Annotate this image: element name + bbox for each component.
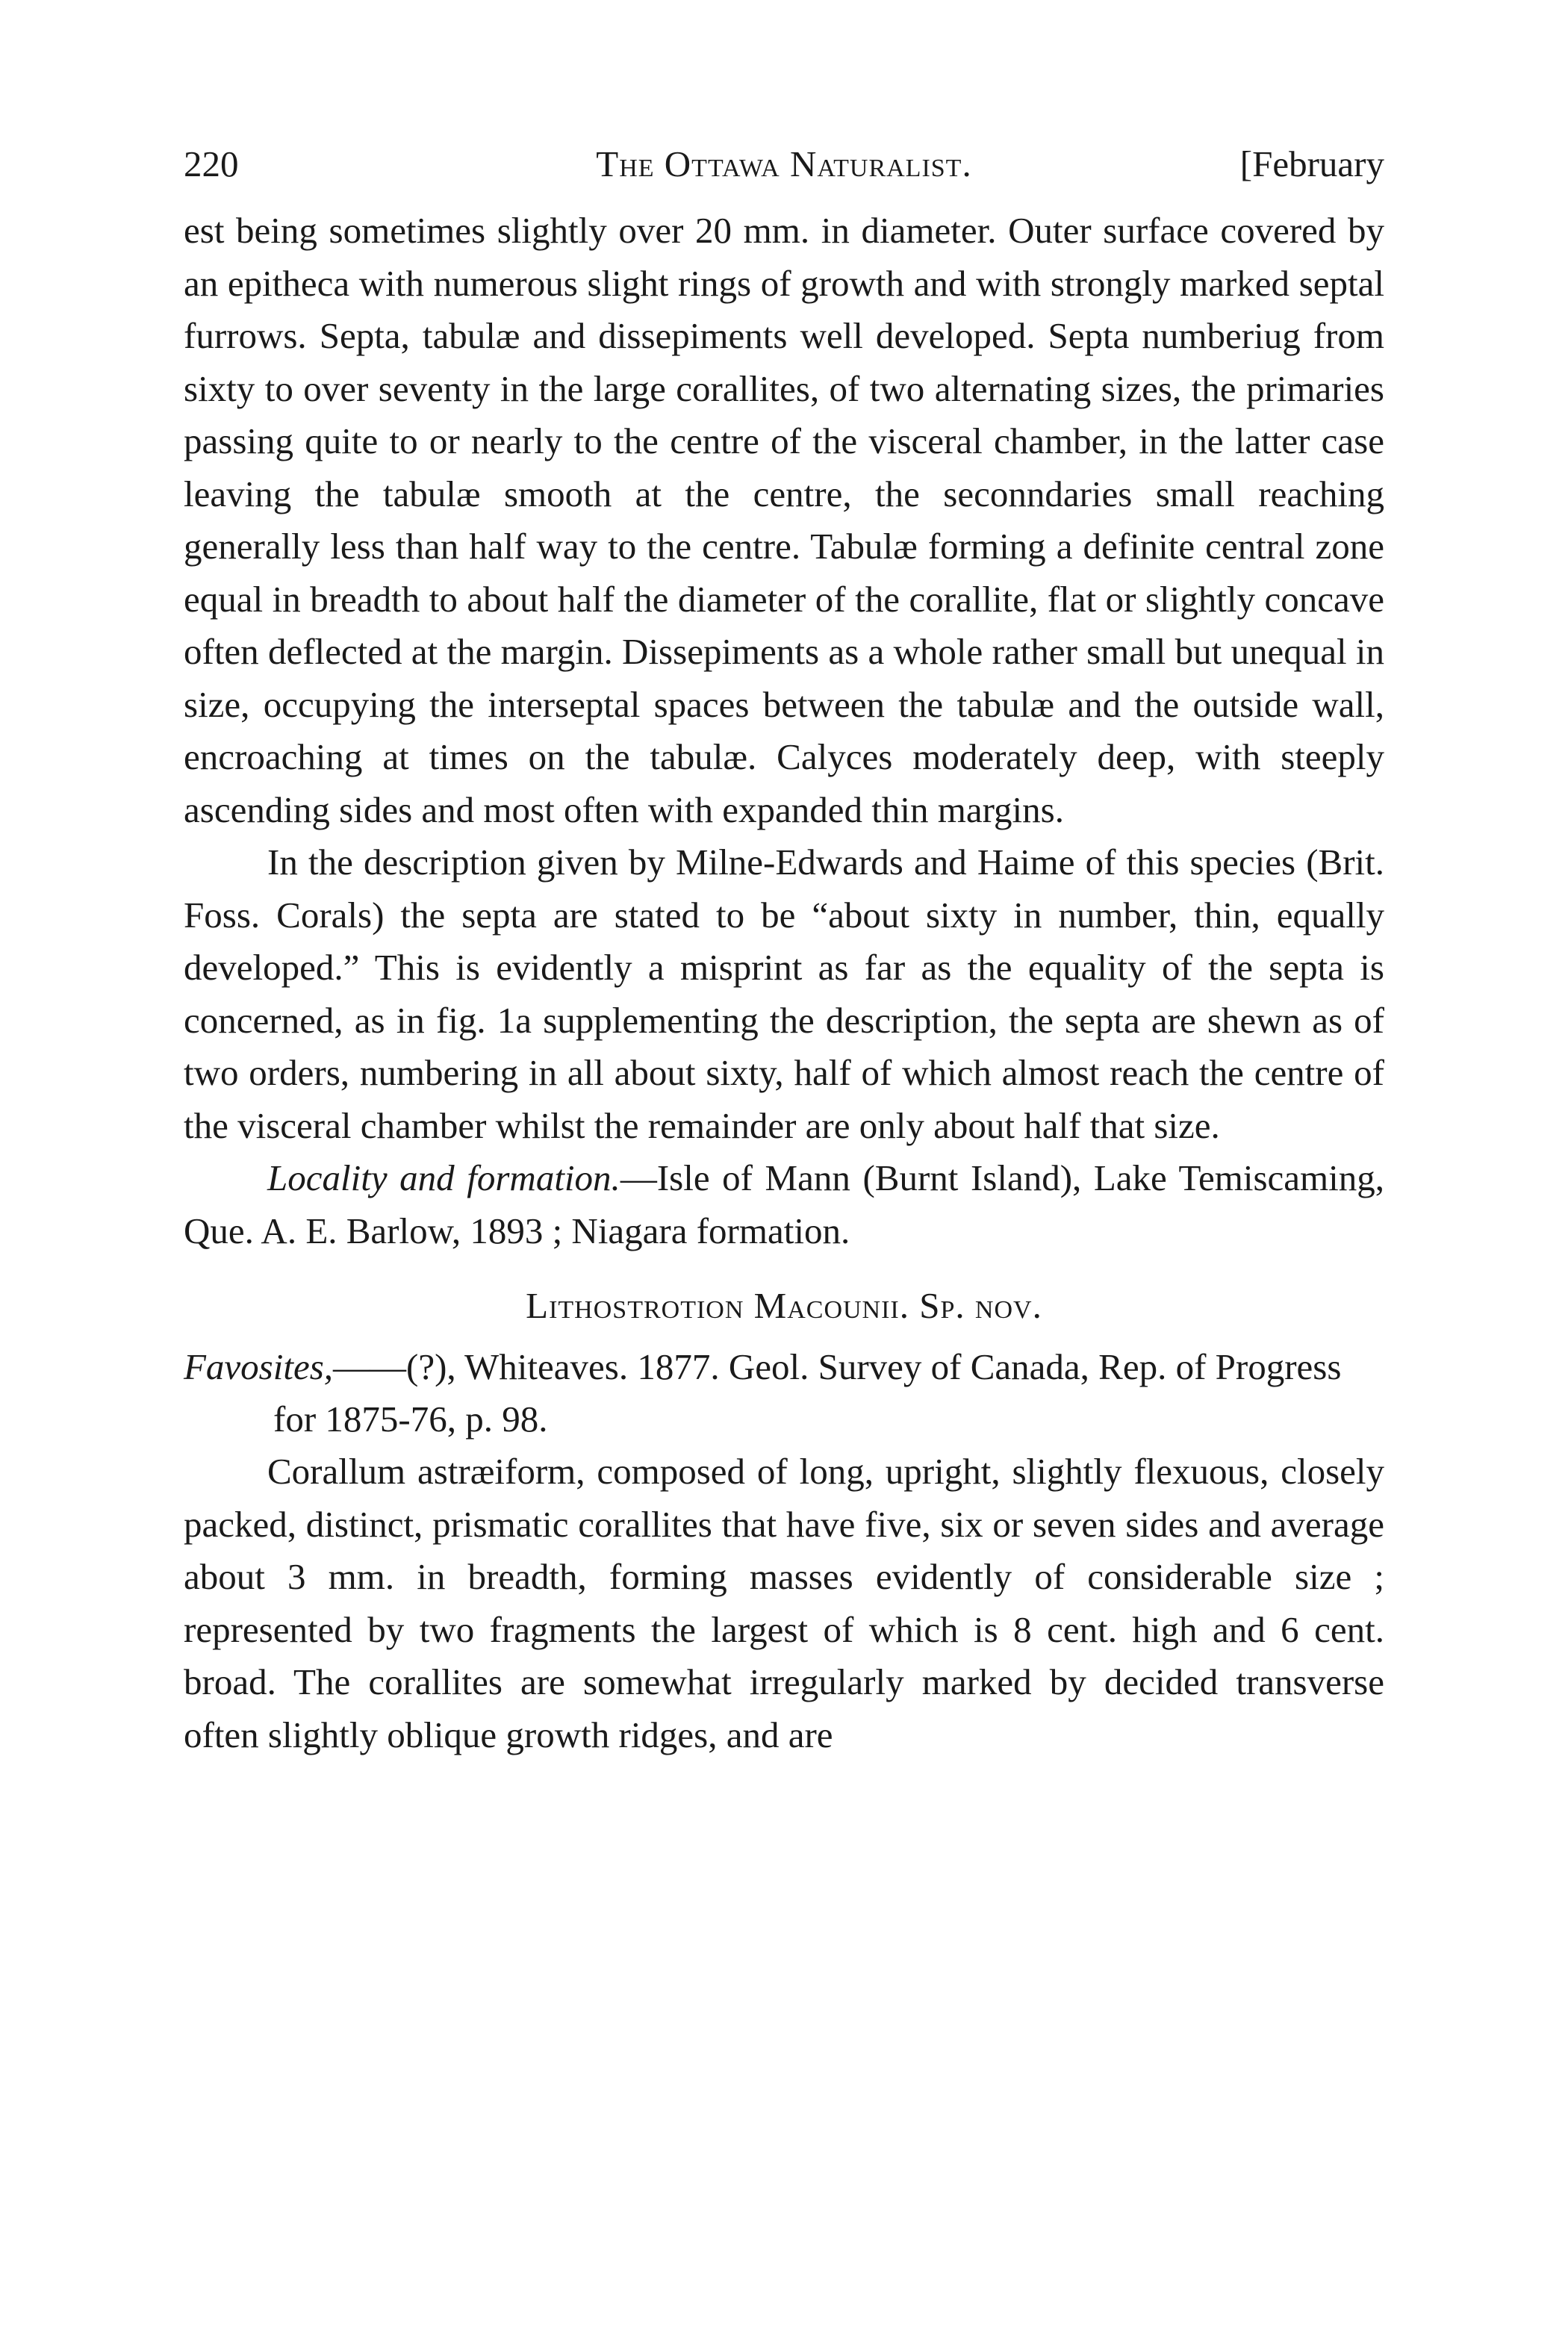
- journal-title: The Ottawa Naturalist.: [596, 143, 972, 184]
- synonym-name: Favosites,: [184, 1346, 334, 1387]
- issue-month: [February: [1239, 143, 1384, 184]
- page-number: 220: [184, 143, 239, 184]
- article-body: [184, 205, 1384, 1761]
- description-paragraph: est being sometimes slightly over 20 mm. in diameter. Outer surface covered by an epitheca with numerous slight rings of growth and with strongly marked septal furrows. Septa, tabulæ and dissepiments well developed. Septa numberiug from sixty to over seventy in the large corallites, of two alternating sizes, the primaries passing quite to or nearly to the centre of the visceral chamber, in the latter case leaving the tabulæ smooth at the centre, the seconndaries small reaching generally less than half way to the centre. Tabulæ forming a definite central zone equal in breadth to about half the diameter of the corallite, flat or slightly concave often deflected at the margin. Dissepiments as a whole rather small but unequal in size, occupying the interseptal spaces between the tabulæ and the outside wall, encroaching at times on the tabulæ. Calyces moderately deep, with steeply ascending sides and most often with expanded thin margins.: [184, 210, 1384, 830]
- locality-paragraph: [184, 1152, 1384, 1257]
- species-heading: Lithostrotion Macounii. Sp. nov.: [526, 1285, 1042, 1326]
- species-description: Corallum astræiform, composed of long, upright, slightly flexuous, closely packed, distinct, prismatic corallites that have five, six or seven sides and average about 3 mm. in breadth, forming masses evidently of considerable size ; represented by two fragments the largest of which is 8 cent. high and 6 cent. broad. The corallites are somewhat irregularly marked by decided transverse often slightly oblique growth ridges, and are: [184, 1451, 1384, 1755]
- synonymy-entry: [184, 1341, 1384, 1446]
- document-page: [184, 134, 1384, 1761]
- running-header: [184, 134, 1384, 194]
- locality-text: —Isle of Mann (Burnt Island), Lake Temiscaming, Que. A. E. Barlow, 1893 ; Niagara formation.: [184, 1157, 1385, 1251]
- synonym-reference: ——(?), Whiteaves. 1877. Geol. Survey of Canada, Rep. of Progress for 1875-76, p. 98.: [273, 1346, 1342, 1440]
- discussion-paragraph: In the description given by Milne-Edwards and Haime of this species (Brit. Foss. Corals) the septa are stated to be “about sixty in number, thin, equally developed.” This is evidently a misprint as far as the equality of the septa is concerned, as in fig. 1a supplementing the description, the septa are shewn as of two orders, numbering in all about sixty, half of which almost reach the centre of the visceral chamber whilst the remainder are only about half that size.: [184, 841, 1384, 1146]
- locality-label: Locality and formation.: [267, 1157, 620, 1198]
